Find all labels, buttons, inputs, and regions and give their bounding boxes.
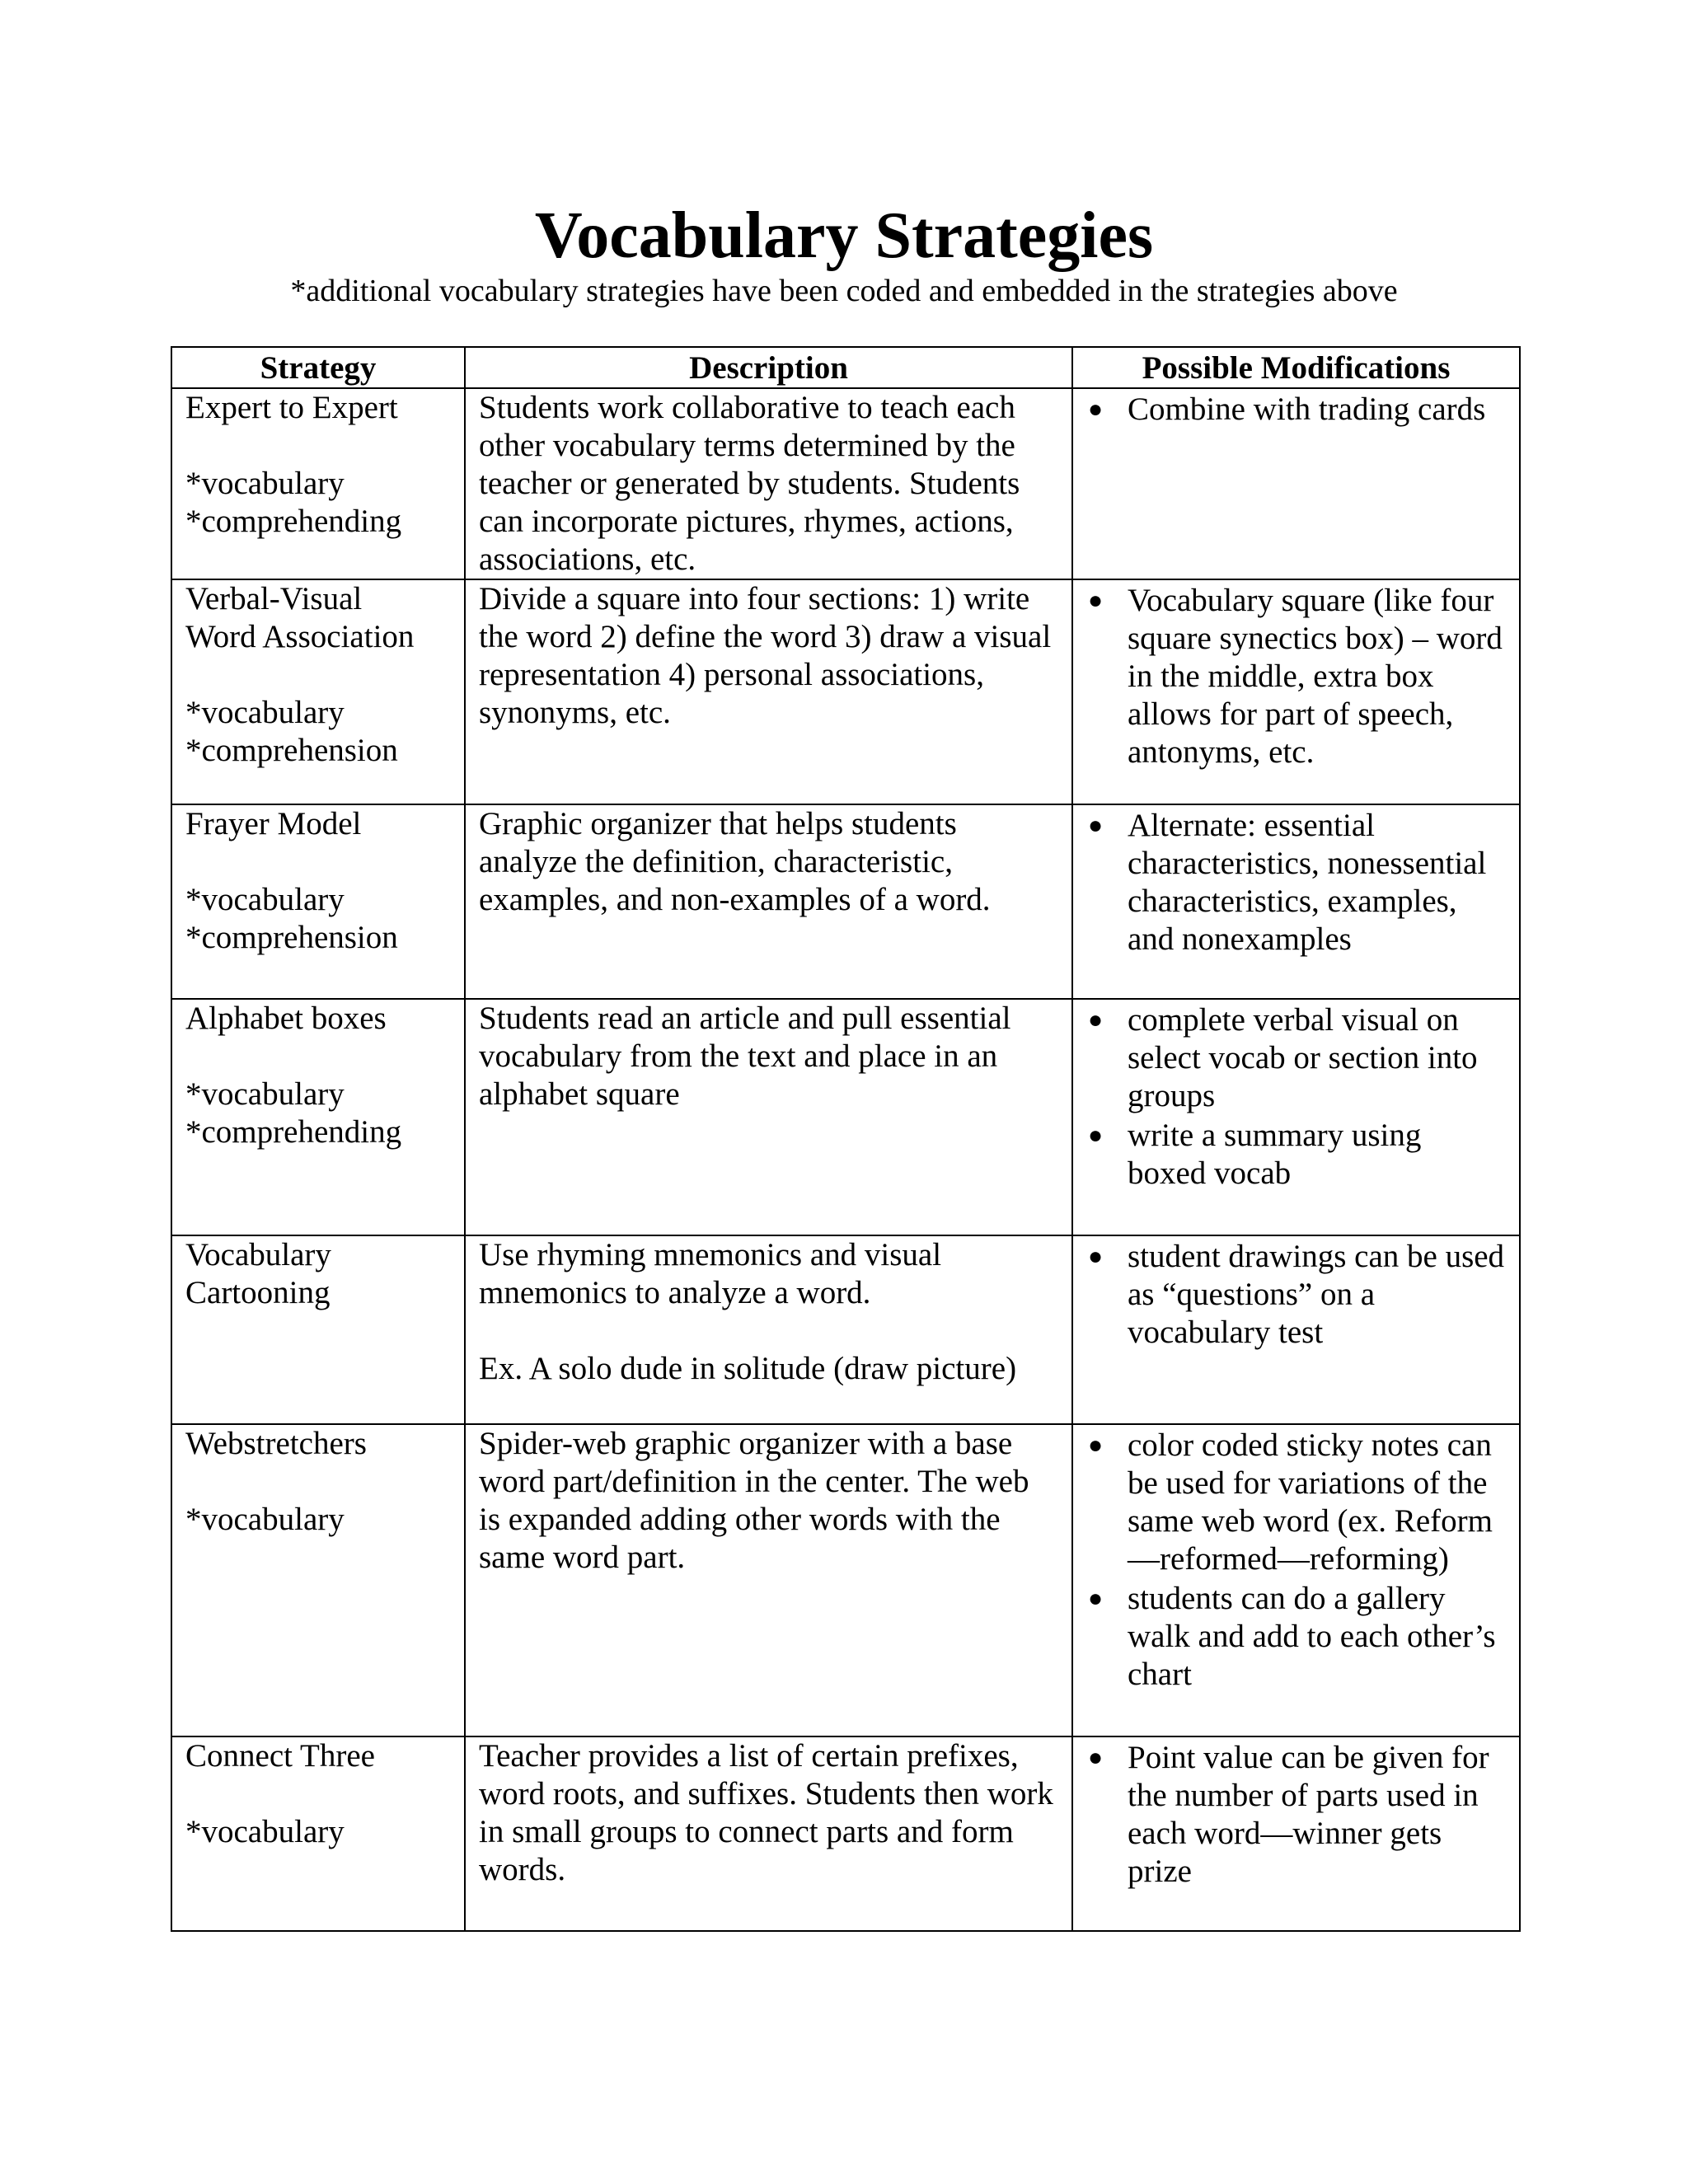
table-row — [171, 1235, 1520, 1424]
page-subtitle: *additional vocabulary strategies have been coded and embedded in the strategies above — [290, 274, 1398, 308]
modifications-cell — [1072, 388, 1520, 579]
description-cell — [465, 1235, 1072, 1424]
modification-item: ● complete verbal visual on select vocab or section into groups — [1088, 1002, 1478, 1113]
strategy-tag: *vocabulary — [185, 1502, 345, 1537]
table-header-row — [171, 347, 1520, 388]
description-cell — [465, 1736, 1072, 1931]
description-cell — [465, 388, 1072, 579]
strategy-cell — [171, 579, 465, 804]
strategy-tag: *vocabulary — [185, 695, 345, 730]
description-text: Spider-web graphic organizer with a base word part/definition in the center. The web is expanded adding other words with the same word part. — [479, 1426, 1029, 1575]
strategy-tag: *vocabulary — [185, 1076, 345, 1112]
page-title: Vocabulary Strategies — [534, 199, 1154, 272]
modification-item: ● Combine with trading cards — [1088, 391, 1486, 427]
bullet-icon: ● — [1088, 1122, 1104, 1149]
description-text: Students work collaborative to teach each other vocabulary terms determined by the teacher or generated by students. Students can incorporate pictures, rhymes, actions, associations, etc. — [479, 390, 1020, 577]
bullet-icon: ● — [1088, 1006, 1104, 1033]
modification-item: ● Alternate: essential characteristics, nonessential characteristics, examples, and nonexamples — [1088, 808, 1487, 957]
strategy-cell — [171, 999, 465, 1235]
description-cell — [465, 579, 1072, 804]
bullet-icon: ● — [1088, 1744, 1104, 1771]
modifications-cell — [1072, 999, 1520, 1235]
modifications-cell — [1072, 1235, 1520, 1424]
strategy-name: Alphabet boxes — [185, 1001, 387, 1036]
bullet-icon: ● — [1088, 812, 1104, 839]
strategy-tag: *comprehension — [185, 920, 398, 955]
strategy-name: Connect Three — [185, 1738, 375, 1774]
header-description: Description — [465, 347, 1072, 388]
strategy-name: Cartooning — [185, 1275, 331, 1310]
strategy-cell — [171, 804, 465, 999]
description-text: Ex. A solo dude in solitude (draw picture) — [479, 1351, 1017, 1386]
strategy-name: Expert to Expert — [185, 390, 398, 425]
strategy-cell — [171, 1235, 465, 1424]
strategy-name: Word Association — [185, 619, 415, 654]
description-text: Graphic organizer that helps students analyze the definition, characteristic, examples, and non-examples of a word. — [479, 806, 991, 917]
strategy-name: Vocabulary — [185, 1237, 331, 1272]
table-row — [171, 804, 1520, 999]
modifications-cell — [1072, 1424, 1520, 1736]
strategy-cell — [171, 1424, 465, 1736]
strategies-table — [171, 346, 1521, 1932]
header-strategy: Strategy — [171, 347, 465, 388]
modifications-cell — [1072, 804, 1520, 999]
strategy-name: Webstretchers — [185, 1426, 367, 1461]
modification-item: ● write a summary using boxed vocab — [1088, 1118, 1422, 1191]
strategy-cell — [171, 388, 465, 579]
header-modifications: Possible Modifications — [1072, 347, 1520, 388]
modifications-cell — [1072, 579, 1520, 804]
bullet-icon: ● — [1088, 1243, 1104, 1270]
modifications-cell — [1072, 1736, 1520, 1931]
description-cell — [465, 1424, 1072, 1736]
table-row — [171, 1736, 1520, 1931]
description-cell — [465, 999, 1072, 1235]
strategy-tag: *comprehending — [185, 504, 402, 539]
strategy-tag: *vocabulary — [185, 466, 345, 501]
modification-item: ● Point value can be given for the number of parts used in each word—winner gets prize — [1088, 1740, 1489, 1889]
strategy-cell — [171, 1736, 465, 1931]
modification-item: ● students can do a gallery walk and add to each other’s chart — [1088, 1581, 1496, 1692]
description-text: Students read an article and pull essential vocabulary from the text and place in an alphabet square — [479, 1001, 1011, 1112]
bullet-icon: ● — [1088, 587, 1104, 614]
modification-item: ● Vocabulary square (like four square synectics box) – word in the middle, extra box allows for part of speech, antonyms, etc. — [1088, 583, 1503, 770]
table-row — [171, 388, 1520, 579]
description-text: Use rhyming mnemonics and visual mnemonics to analyze a word. — [479, 1237, 942, 1310]
strategy-name: Frayer Model — [185, 806, 362, 841]
strategy-tag: *comprehending — [185, 1114, 402, 1150]
bullet-icon: ● — [1088, 396, 1104, 423]
table-row — [171, 999, 1520, 1235]
modification-item: ● color coded sticky notes can be used for variations of the same web word (ex. Reform —reformed—reforming) — [1088, 1427, 1493, 1577]
modification-item: ● student drawings can be used as “questions” on a vocabulary test — [1088, 1239, 1505, 1350]
strategy-tag: *vocabulary — [185, 882, 345, 917]
table-row — [171, 1424, 1520, 1736]
description-text: Divide a square into four sections: 1) write the word 2) define the word 3) draw a visual representation 4) personal associations, synonyms, etc. — [479, 581, 1052, 730]
strategy-tag: *vocabulary — [185, 1814, 345, 1849]
strategy-tag: *comprehension — [185, 733, 398, 768]
table-row — [171, 579, 1520, 804]
strategy-name: Verbal-Visual — [185, 581, 363, 616]
description-cell — [465, 804, 1072, 999]
description-text: Teacher provides a list of certain prefixes, word roots, and suffixes. Students then work in small groups to connect parts and form words. — [479, 1738, 1053, 1887]
bullet-icon: ● — [1088, 1432, 1104, 1459]
bullet-icon: ● — [1088, 1585, 1104, 1612]
